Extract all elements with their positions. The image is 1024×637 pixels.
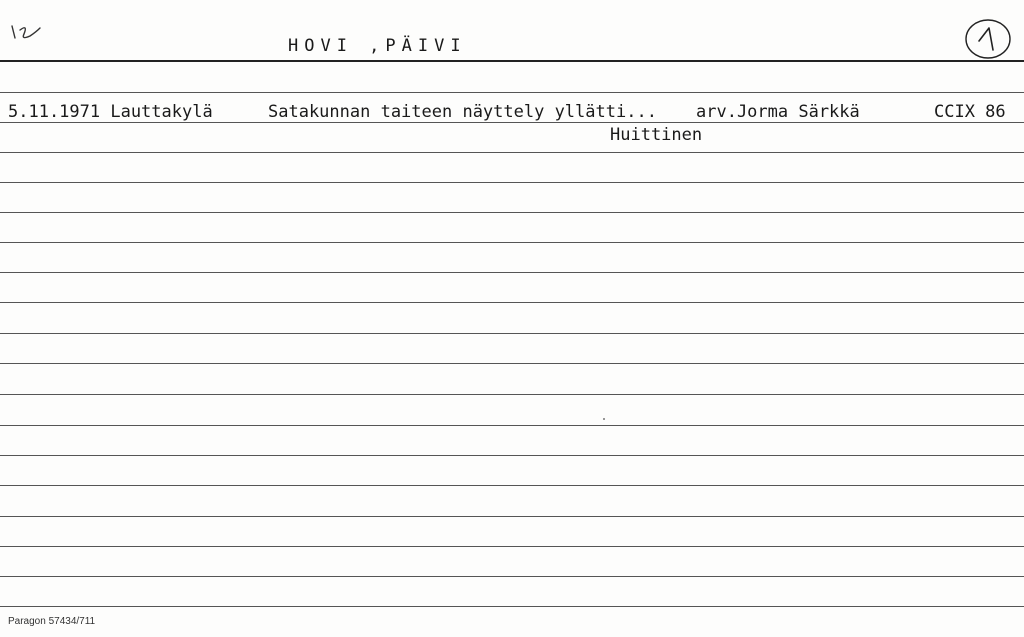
ruled-line	[0, 182, 1024, 183]
ink-dot	[603, 418, 605, 420]
entry-article-title: Satakunnan taiteen näyttely yllätti...	[268, 102, 657, 122]
ruled-line	[0, 333, 1024, 334]
entry-critic: arv.Jorma Särkkä	[696, 102, 860, 122]
printer-mark: Paragon 57434/711	[8, 616, 96, 627]
handwritten-number-mark	[8, 18, 48, 48]
ruled-line	[0, 122, 1024, 123]
ruled-line	[0, 606, 1024, 607]
entry-date-place: 5.11.1971 Lauttakylä	[8, 102, 213, 122]
ruled-line	[0, 242, 1024, 243]
ruled-line	[0, 425, 1024, 426]
ruled-line	[0, 363, 1024, 364]
ruled-line	[0, 212, 1024, 213]
entry-city: Huittinen	[610, 125, 703, 145]
ruled-line	[0, 576, 1024, 577]
person-name: HOVI ,PÄIVI	[288, 36, 467, 56]
ruled-line	[0, 485, 1024, 486]
header-rule	[0, 60, 1024, 62]
ruled-line	[0, 516, 1024, 517]
ruled-line	[0, 272, 1024, 273]
ruled-line	[0, 302, 1024, 303]
ruled-line	[0, 152, 1024, 153]
ruled-line	[0, 394, 1024, 395]
ruled-line	[0, 546, 1024, 547]
ruled-line	[0, 455, 1024, 456]
circled-card-number	[962, 16, 1014, 62]
entry-reference: CCIX 86	[934, 102, 1006, 122]
ruled-line	[0, 92, 1024, 93]
